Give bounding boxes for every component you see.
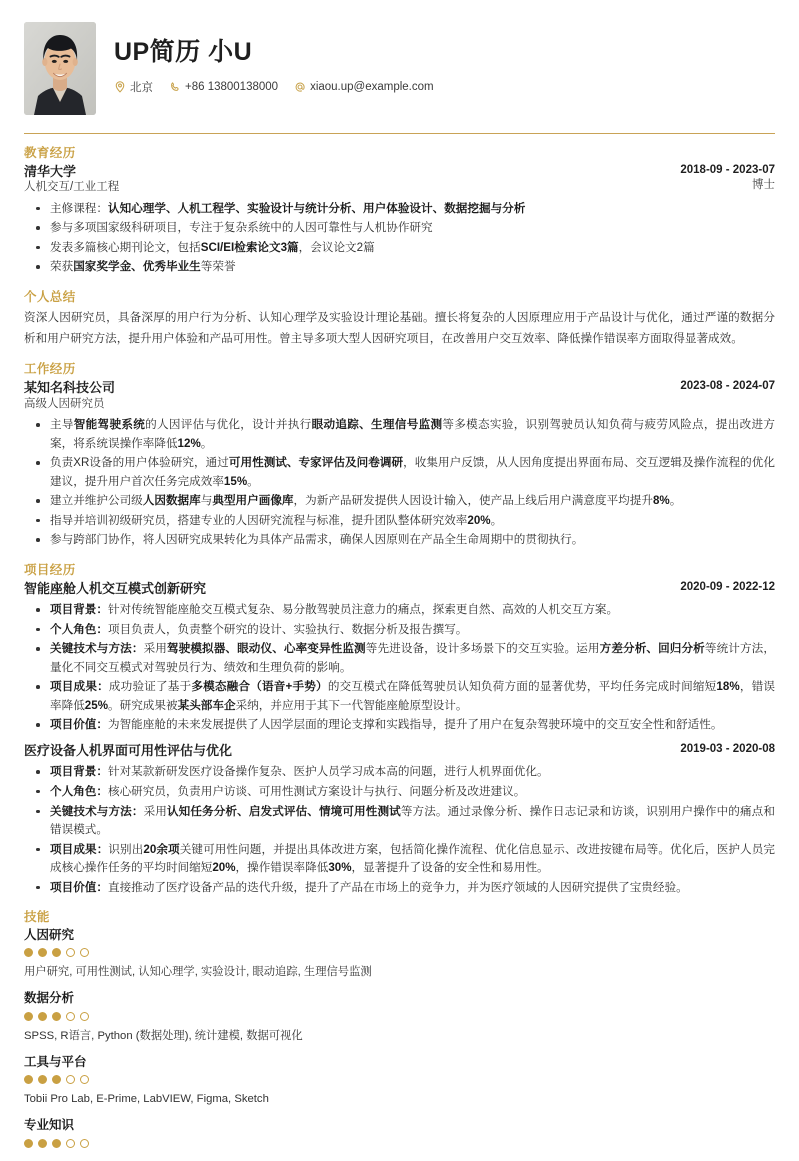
skill-rating-dot xyxy=(80,1012,89,1021)
bullet-item: 参与多项国家级科研项目，专注于复杂系统中的人因可靠性与人机协作研究 xyxy=(24,219,775,238)
section-projects xyxy=(24,563,775,897)
bullet-item: 项目背景：针对某款新研发医疗设备操作复杂、医护人员学习成本高的问题，进行人机界面优化。 xyxy=(24,763,775,782)
skill-description: 用户研究, 可用性测试, 认知心理学, 实验设计, 眼动追踪, 生理信号监测 xyxy=(24,966,372,979)
entry-right xyxy=(680,163,775,194)
entry-left xyxy=(24,742,666,760)
bullet-item: 参与跨部门协作，将人因研究成果转化为具体产品需求，确保人因原则在产品全生命周期中的贯彻执行。 xyxy=(24,531,775,550)
entry-left xyxy=(24,580,666,598)
section-title-work: 工作经历 xyxy=(24,362,76,377)
entry-organization: 医疗设备人机界面可用性评估与优化 xyxy=(24,742,233,758)
entry-organization: 某知名科技公司 xyxy=(24,380,116,395)
skill-name: 人因研究 xyxy=(24,927,75,942)
skill-rating-dot xyxy=(24,1075,33,1084)
section-work xyxy=(24,362,775,550)
section-title-projects: 项目经历 xyxy=(24,562,76,577)
section-title-summary: 个人总结 xyxy=(24,289,76,304)
resume-entry xyxy=(24,379,775,550)
entry-left xyxy=(24,163,666,196)
skill-rating-dot xyxy=(66,1139,75,1148)
bullet-item: 主导智能驾驶系统的人因评估与优化，设计并执行眼动追踪、生理信号监测等多模态实验，识别驾驶员认知负荷与疲劳风险点，提出改进方案，将系统误操作率降低12%。 xyxy=(24,416,775,453)
skill-item xyxy=(24,990,775,1044)
skill-rating-dot xyxy=(38,1139,47,1148)
skill-rating-dot xyxy=(52,1075,61,1084)
contact-location-text: 北京 xyxy=(130,81,153,94)
contact-email-text: xiaou.up@example.com xyxy=(310,80,434,93)
entry-right xyxy=(680,379,775,395)
bullet-item: 个人角色：核心研究员，负责用户访谈、可用性测试方案设计与执行、问题分析及改进建议。 xyxy=(24,783,775,802)
skill-name: 工具与平台 xyxy=(24,1054,87,1069)
bullet-item: 发表多篇核心期刊论文，包括SCI/EI检索论文3篇，会议论文2篇 xyxy=(24,239,775,258)
contact-phone-text: +86 13800138000 xyxy=(185,80,279,93)
skill-rating-dot xyxy=(66,948,75,957)
skill-rating-dot xyxy=(24,948,33,957)
entry-subtitle: 高级人因研究员 xyxy=(24,397,105,410)
bullet-item: 项目背景：针对传统智能座舱交互模式复杂、易分散驾驶员注意力的痛点，探索更自然、高效的人机交互方案。 xyxy=(24,601,775,620)
skill-name: 专业知识 xyxy=(24,1118,75,1133)
entry-left xyxy=(24,379,666,412)
avatar xyxy=(24,22,96,115)
contact-list xyxy=(114,79,775,95)
entry-right xyxy=(680,580,775,596)
skill-rating-dot xyxy=(80,1139,89,1148)
skill-description: Tobii Pro Lab, E-Prime, LabVIEW, Figma, Sketch xyxy=(24,1093,269,1106)
skill-rating-dot xyxy=(38,1075,47,1084)
entry-subtitle: 人机交互/工业工程 xyxy=(24,181,120,194)
bullet-item: 建立并维护公司级人因数据库与典型用户画像库，为新产品研发提供人因设计输入，使产品上线后用户满意度平均提升8%。 xyxy=(24,492,775,511)
bullet-item: 项目成果：成功验证了基于多模态融合（语音+手势）的交互模式在降低驾驶员认知负荷方面的显著优势，平均任务完成时间缩短18%，错误率降低25%。研究成果被某头部车企采纳，并应用于其下一代智能座舱原型设计。 xyxy=(24,678,775,715)
entry-header xyxy=(24,580,775,598)
bullet-item: 项目成果：识别出20余项关键可用性问题，并提出具体改进方案，包括简化操作流程、优化信息显示、改进按键布局等。优化后，医护人员完成核心操作任务的平均时间缩短20%，操作错误率降低30%，显著提升了设备的安全性和易用性。 xyxy=(24,841,775,878)
page-title: UP简历 小U xyxy=(114,38,253,66)
contact-location xyxy=(114,79,153,95)
summary-text: 资深人因研究员，具备深厚的用户行为分析、认知心理学及实验设计理论基础。擅长将复杂的人因原理应用于产品设计与优化，通过严谨的数据分析和用户研究方法，提升用户体验和产品可用性。曾主导多项大型人因研究项目，在改善用户交互效率、降低操作错误率方面取得显著成效。 xyxy=(24,310,775,345)
skill-rating-dot xyxy=(52,1012,61,1021)
bullet-item: 关键技术与方法：采用认知任务分析、启发式评估、情境可用性测试等方法。通过录像分析、操作日志记录和访谈，识别用户操作中的痛点和错误模式。 xyxy=(24,803,775,840)
avatar-photo-icon xyxy=(24,22,96,115)
entry-date-range: 2023-08 - 2024-07 xyxy=(680,380,775,392)
skill-rating xyxy=(24,948,775,957)
entry-header xyxy=(24,379,775,412)
skill-rating-dot xyxy=(52,1139,61,1148)
entry-header xyxy=(24,742,775,760)
skill-name: 数据分析 xyxy=(24,991,75,1006)
entry-bullet-list xyxy=(24,601,775,735)
skill-rating xyxy=(24,1012,775,1021)
skill-rating xyxy=(24,1139,775,1148)
contact-phone xyxy=(169,81,278,93)
skill-item xyxy=(24,1054,775,1108)
entry-bullet-list xyxy=(24,416,775,550)
location-pin-icon xyxy=(114,81,126,93)
skill-rating-dot xyxy=(80,948,89,957)
skill-rating-dot xyxy=(24,1139,33,1148)
skill-rating-dot xyxy=(24,1012,33,1021)
contact-email xyxy=(294,81,434,93)
entry-date-range: 2020-09 - 2022-12 xyxy=(680,580,775,593)
bullet-item: 负责XR设备的用户体验研究，通过可用性测试、专家评估及问卷调研，收集用户反馈，从人因角度提出界面布局、交互逻辑及操作流程的优化建议，提升用户首次任务完成效率15%。 xyxy=(24,454,775,491)
bullet-item: 项目价值：为智能座舱的未来发展提供了人因学层面的理论支撑和实践指导，提升了用户在复杂驾驶环境中的交互安全性和舒适性。 xyxy=(24,716,775,735)
bullet-item: 主修课程：认知心理学、人机工程学、实验设计与统计分析、用户体验设计、数据挖掘与分析 xyxy=(24,200,775,219)
resume-entry xyxy=(24,742,775,897)
entry-date-range: 2018-09 - 2023-07 xyxy=(680,163,775,176)
entry-date-range: 2019-03 - 2020-08 xyxy=(680,742,775,755)
section-title-education: 教育经历 xyxy=(24,146,76,160)
skill-item xyxy=(24,927,775,981)
bullet-item: 项目价值：直接推动了医疗设备产品的迭代升级，提升了产品在市场上的竞争力，并为医疗领域的人因研究提供了宝贵经验。 xyxy=(24,879,775,898)
bullet-item: 关键技术与方法：采用驾驶模拟器、眼动仪、心率变异性监测等先进设备，设计多场景下的交互实验。运用方差分析、回归分析等统计方法，量化不同交互模式对驾驶员行为、绩效和生理负荷的影响。 xyxy=(24,640,775,677)
phone-icon xyxy=(169,81,181,93)
skill-rating-dot xyxy=(38,948,47,957)
skill-rating-dot xyxy=(52,948,61,957)
header-main xyxy=(114,22,775,95)
entry-degree: 博士 xyxy=(752,179,775,192)
skill-rating-dot xyxy=(66,1075,75,1084)
section-summary xyxy=(24,290,775,350)
bullet-item: 指导并培训初级研究员，搭建专业的人因研究流程与标准，提升团队整体研究效率20%。 xyxy=(24,512,775,531)
bullet-item: 荣获国家奖学金、优秀毕业生等荣誉 xyxy=(24,258,775,277)
bullet-item: 个人角色：项目负责人，负责整个研究的设计、实验执行、数据分析及报告撰写。 xyxy=(24,621,775,640)
resume-sections xyxy=(24,146,775,1148)
skill-rating xyxy=(24,1075,775,1084)
skill-description: SPSS, R语言, Python (数据处理), 统计建模, 数据可视化 xyxy=(24,1029,303,1042)
skill-rating-dot xyxy=(38,1012,47,1021)
resume-entry xyxy=(24,163,775,277)
entry-bullet-list xyxy=(24,200,775,277)
entry-header xyxy=(24,163,775,196)
at-email-icon xyxy=(294,81,306,93)
skill-rating-dot xyxy=(80,1075,89,1084)
entry-organization: 清华大学 xyxy=(24,163,77,179)
section-title-skills: 技能 xyxy=(24,910,50,925)
skill-rating-dot xyxy=(66,1012,75,1021)
resume-header xyxy=(24,22,775,131)
section-skills xyxy=(24,910,775,1147)
header-divider xyxy=(24,133,775,134)
entry-bullet-list xyxy=(24,763,775,897)
resume-entry xyxy=(24,580,775,735)
section-education xyxy=(24,146,775,277)
entry-organization: 智能座舱人机交互模式创新研究 xyxy=(24,580,207,596)
skill-item xyxy=(24,1117,775,1148)
entry-right xyxy=(680,742,775,758)
